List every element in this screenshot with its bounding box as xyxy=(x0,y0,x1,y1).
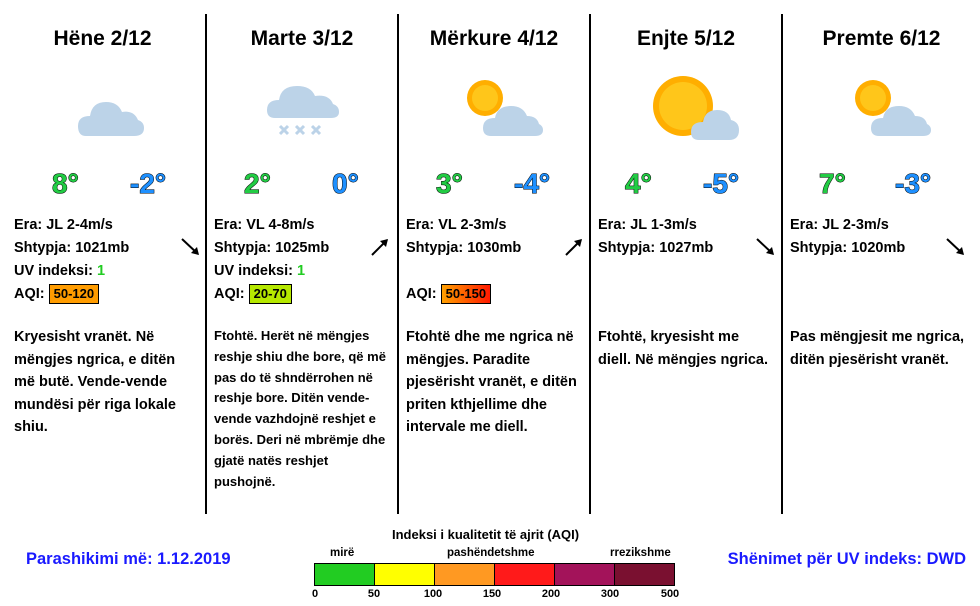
legend-label-hazardous: rrezikshme xyxy=(610,547,671,559)
scale-tick: 50 xyxy=(367,588,381,600)
max-temperature: 3° xyxy=(436,168,463,199)
uv-value: 1 xyxy=(97,263,106,279)
min-temperature: -5° xyxy=(703,168,740,199)
scale-tick: 0 xyxy=(311,588,319,600)
scale-tick: 300 xyxy=(600,588,620,600)
aqi-badge: 20-70 xyxy=(249,284,292,304)
aqi-badge: 50-120 xyxy=(49,284,99,304)
arrow-up-right-icon xyxy=(563,236,585,258)
min-temperature: 0° xyxy=(332,168,359,199)
weather-info xyxy=(214,214,329,306)
min-temperature: -3° xyxy=(895,168,932,199)
wind-text: Era: JL 2-3m/s xyxy=(790,217,889,233)
day-title: Enjte 5/12 xyxy=(636,27,736,50)
scale-segment xyxy=(375,564,435,585)
legend-title: Indeksi i kualitetit të ajrit (AQI) xyxy=(392,527,580,542)
sun-cloud-icon xyxy=(783,70,980,150)
uv-row xyxy=(214,260,329,283)
max-temperature: 8° xyxy=(52,168,79,199)
day-column-3 xyxy=(399,0,589,515)
max-temperature: 7° xyxy=(819,168,846,199)
arrow-down-right-icon xyxy=(755,236,777,258)
arrow-down-right-icon xyxy=(945,236,967,258)
uv-source-note: Shënimet për UV indeks: DWD xyxy=(727,550,966,568)
day-column-2 xyxy=(207,0,397,515)
forecast-description: Ftohtë. Herët në mëngjes reshje shiu dhe bore, që më pas do të shndërrohen në reshje bore. Ditën vende-vende vazhdojnë reshjet e borës. Deri në mbrëmje dhe gjatë natës reshjet pushojnë. xyxy=(214,328,386,489)
scale-segment xyxy=(315,564,375,585)
scale-segment xyxy=(435,564,495,585)
uv-row xyxy=(14,260,129,283)
aqi-badge: 50-150 xyxy=(441,284,491,304)
weather-info xyxy=(598,214,713,260)
sun-cloud-icon xyxy=(591,66,781,146)
legend-label-unhealthy: pashëndetshme xyxy=(447,547,535,559)
day-column-4 xyxy=(591,0,781,515)
scale-segment xyxy=(495,564,555,585)
pressure-text: Shtypja: 1020mb xyxy=(790,240,906,256)
day-title: Premte 6/12 xyxy=(822,27,941,50)
wind-text: Era: VL 2-3m/s xyxy=(406,217,507,233)
arrow-down-right-icon xyxy=(180,236,202,258)
day-column-5 xyxy=(783,0,980,515)
sun-cloud-icon xyxy=(399,70,589,150)
scale-tick: 100 xyxy=(423,588,443,600)
aqi-label: AQI: xyxy=(406,286,437,302)
min-temperature: -4° xyxy=(514,168,551,199)
forecast-description: Ftohtë dhe me ngrica në mëngjes. Paradite pjesërisht vranët, e ditën priten kthjellime dhe intervale me diell. xyxy=(406,329,577,435)
weather-info xyxy=(14,214,129,306)
day-title: Mërkure 4/12 xyxy=(429,27,559,50)
pressure-text: Shtypja: 1025mb xyxy=(214,240,330,256)
scale-tick: 150 xyxy=(482,588,502,600)
partly-cloudy-icon xyxy=(0,70,205,150)
min-temperature: -2° xyxy=(130,168,167,199)
wind-text: Era: JL 1-3m/s xyxy=(598,217,697,233)
aqi-row xyxy=(406,283,521,306)
arrow-up-right-icon xyxy=(369,236,391,258)
pressure-text: Shtypja: 1027mb xyxy=(598,240,714,256)
scale-segment xyxy=(615,564,674,585)
wind-text: Era: VL 4-8m/s xyxy=(214,217,315,233)
cloud-snow-icon xyxy=(207,70,397,150)
pressure-text: Shtypja: 1030mb xyxy=(406,240,522,256)
forecast-description: Kryesisht vranët. Në mëngjes ngrica, e ditën më butë. Vende-vende mundësi për riga lokale shiu. xyxy=(14,329,176,435)
aqi-label: AQI: xyxy=(14,286,45,302)
aqi-row xyxy=(214,283,329,306)
weather-info xyxy=(406,214,521,306)
forecast-date: Parashikimi më: 1.12.2019 xyxy=(26,550,231,568)
day-title: Hëne 2/12 xyxy=(53,27,152,50)
day-title: Marte 3/12 xyxy=(250,27,354,50)
scale-tick: 500 xyxy=(660,588,680,600)
forecast-description: Ftohtë, kryesisht me diell. Në mëngjes ngrica. xyxy=(598,329,769,368)
max-temperature: 4° xyxy=(625,168,652,199)
uv-label: UV indeksi: xyxy=(14,263,93,279)
aqi-row xyxy=(14,283,129,306)
aqi-label: AQI: xyxy=(214,286,245,302)
aqi-color-scale xyxy=(314,563,675,586)
scale-tick: 200 xyxy=(541,588,561,600)
max-temperature: 2° xyxy=(244,168,271,199)
weather-info xyxy=(790,214,905,260)
scale-segment xyxy=(555,564,615,585)
pressure-text: Shtypja: 1021mb xyxy=(14,240,130,256)
uv-value: 1 xyxy=(297,263,306,279)
forecast-description: Pas mëngjesit me ngrica, ditën pjesërisht vranët. xyxy=(790,329,965,368)
day-column-1 xyxy=(0,0,205,515)
uv-label: UV indeksi: xyxy=(214,263,293,279)
wind-text: Era: JL 2-4m/s xyxy=(14,217,113,233)
legend-label-good: mirë xyxy=(330,547,355,559)
